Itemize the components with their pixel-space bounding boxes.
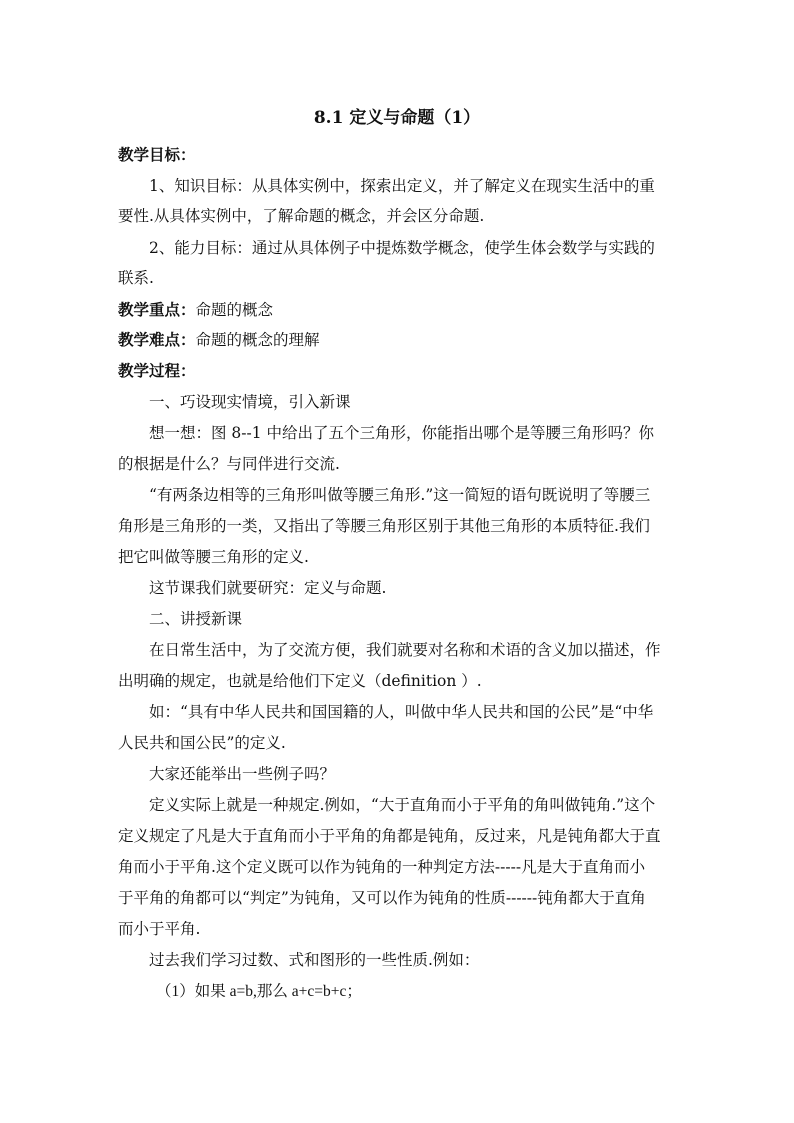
daily-life-line-2: 出明确的规定，也就是给他们下定义（definition ）. — [118, 672, 482, 690]
lesson-topic-line: 这节课我们就要研究：定义与命题. — [149, 579, 387, 597]
key-point-text: 命题的概念 — [195, 301, 274, 319]
objective-1-line-2: 要性.从具体实例中，了解命题的概念，并会区分命题. — [118, 207, 485, 225]
objective-2-line-2: 联系. — [118, 269, 154, 287]
obtuse-definition-line-5: 而小于平角. — [118, 920, 201, 938]
citizen-example-line-1: 如：“具有中华人民共和国国籍的人，叫做中华人民共和国的公民”是“中华 — [149, 703, 654, 721]
difficulty-row — [118, 328, 320, 352]
process-heading: 教学过程： — [118, 361, 196, 380]
past-properties-line: 过去我们学习过数、式和图形的一些性质.例如： — [149, 951, 480, 969]
section-2-heading: 二、讲授新课 — [149, 610, 243, 628]
obtuse-definition-line-2: 定义规定了凡是大于直角而小于平角的角都是钝角，反过来，凡是钝角都大于直 — [118, 827, 661, 845]
obtuse-definition-line-4: 于平角的角都可以“判定”为钝角，又可以作为钝角的性质------钝角都大于直角 — [118, 889, 646, 907]
key-point-heading: 教学重点： — [118, 300, 196, 319]
section-1-heading: 一、巧设现实情境，引入新课 — [149, 393, 351, 411]
difficulty-text: 命题的概念的理解 — [195, 331, 320, 349]
key-point-row — [118, 298, 273, 322]
formula-1: （1）如果 a=b,那么 a+c=b+c； — [156, 983, 362, 1000]
objective-2-line-1: 2、能力目标：通过从具体例子中提炼数学概念，使学生体会数学与实践的 — [149, 239, 655, 257]
obtuse-definition-line-1: 定义实际上就是一种规定.例如，“大于直角而小于平角的角叫做钝角.”这个 — [149, 796, 656, 814]
objectives-heading: 教学目标： — [118, 145, 196, 164]
citizen-example-line-2: 人民共和国公民”的定义. — [118, 734, 286, 752]
definition-line-3: 把它叫做等腰三角形的定义. — [118, 548, 309, 566]
definition-line-2: 角形是三角形的一类，又指出了等腰三角形区别于其他三角形的本质特征.我们 — [118, 517, 650, 535]
think-line-1: 想一想：图 8--1 中给出了五个三角形，你能指出哪个是等腰三角形吗？你 — [149, 424, 655, 442]
definition-line-1: “有两条边相等的三角形叫做等腰三角形.”这一简短的语句既说明了等腰三 — [149, 486, 651, 504]
daily-life-line-1: 在日常生活中，为了交流方便，我们就要对名称和术语的含义加以描述，作 — [149, 641, 661, 659]
think-line-2: 的根据是什么？与同伴进行交流. — [118, 455, 340, 473]
question-line: 大家还能举出一些例子吗？ — [149, 765, 336, 783]
difficulty-heading: 教学难点： — [118, 330, 196, 349]
obtuse-definition-line-3: 角而小于平角.这个定义既可以作为钝角的一种判定方法-----凡是大于直角而小 — [118, 858, 646, 876]
page-title: 8.1 定义与命题（1） — [313, 108, 481, 128]
objective-1-line-1: 1、知识目标：从具体实例中，探索出定义，并了解定义在现实生活中的重 — [149, 177, 655, 195]
